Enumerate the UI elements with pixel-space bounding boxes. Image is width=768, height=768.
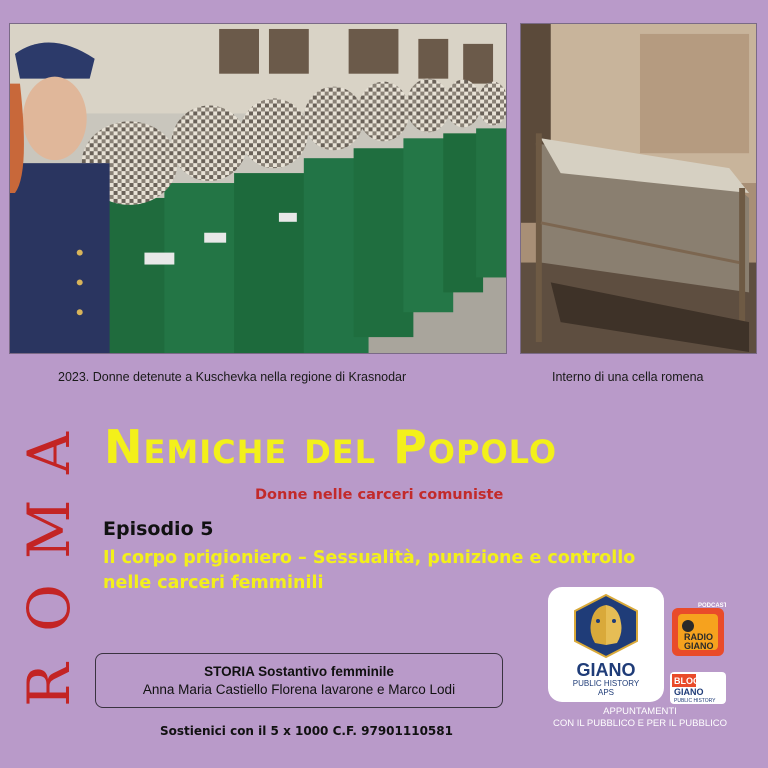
- credits-program: STORIA Sostantivo femminile: [204, 664, 394, 679]
- logo-subtitle-aps: APS: [597, 688, 614, 697]
- appointments-line: APPUNTAMENTI: [603, 706, 677, 717]
- microphone-icon: [682, 620, 694, 632]
- left-photo-caption: 2023. Donne detenute a Kuschevka nella regione di Krasnodar: [58, 370, 407, 384]
- episode-label: Episodio 5: [103, 518, 214, 540]
- support-text: Sostienici con il 5 x 1000 C.F. 97901110581: [160, 724, 453, 738]
- giano-logo[interactable]: [548, 587, 664, 702]
- city-letter: R: [15, 663, 83, 707]
- blog-badge-line3: PUBLIC HISTORY: [674, 698, 716, 704]
- page-subtitle: Donne nelle carceri comuniste: [255, 487, 504, 503]
- blog-badge-line2: GIANO: [674, 687, 704, 697]
- credits-box: [95, 653, 503, 708]
- radio-badge-line2: GIANO: [684, 641, 714, 651]
- blog-badge-line1: BLOG: [674, 676, 700, 686]
- credits-authors: Anna Maria Castiello Florena Iavarone e Marco Lodi: [142, 682, 456, 697]
- episode-description-line: nelle carceri femminili: [103, 573, 324, 593]
- city-letter: M: [15, 499, 83, 560]
- photo-romanian-cell: [520, 23, 757, 354]
- city-letter: O: [15, 583, 83, 632]
- right-photo-caption: Interno di una cella romena: [552, 370, 704, 384]
- page-title: Nemiche del Popolo: [104, 420, 558, 474]
- city-name-vertical: [4, 424, 94, 714]
- photo-women-detainees: [9, 23, 507, 354]
- radio-giano-badge[interactable]: [670, 602, 726, 658]
- janus-head-icon: [571, 593, 641, 659]
- radio-badge-top: PODCAST: [698, 603, 726, 609]
- city-letter: A: [15, 432, 83, 474]
- logo-name: GIANO: [576, 660, 636, 680]
- radio-badge-line1: RADIO: [684, 632, 713, 642]
- logo-subtitle: PUBLIC HISTORY: [572, 679, 640, 688]
- appointments-text: [540, 706, 740, 730]
- appointments-line: CON IL PUBBLICO E PER IL PUBBLICO: [552, 718, 728, 729]
- episode-description-line: Il corpo prigioniero – Sessualità, punizione e controllo: [103, 548, 636, 568]
- blog-giano-badge[interactable]: [670, 672, 726, 704]
